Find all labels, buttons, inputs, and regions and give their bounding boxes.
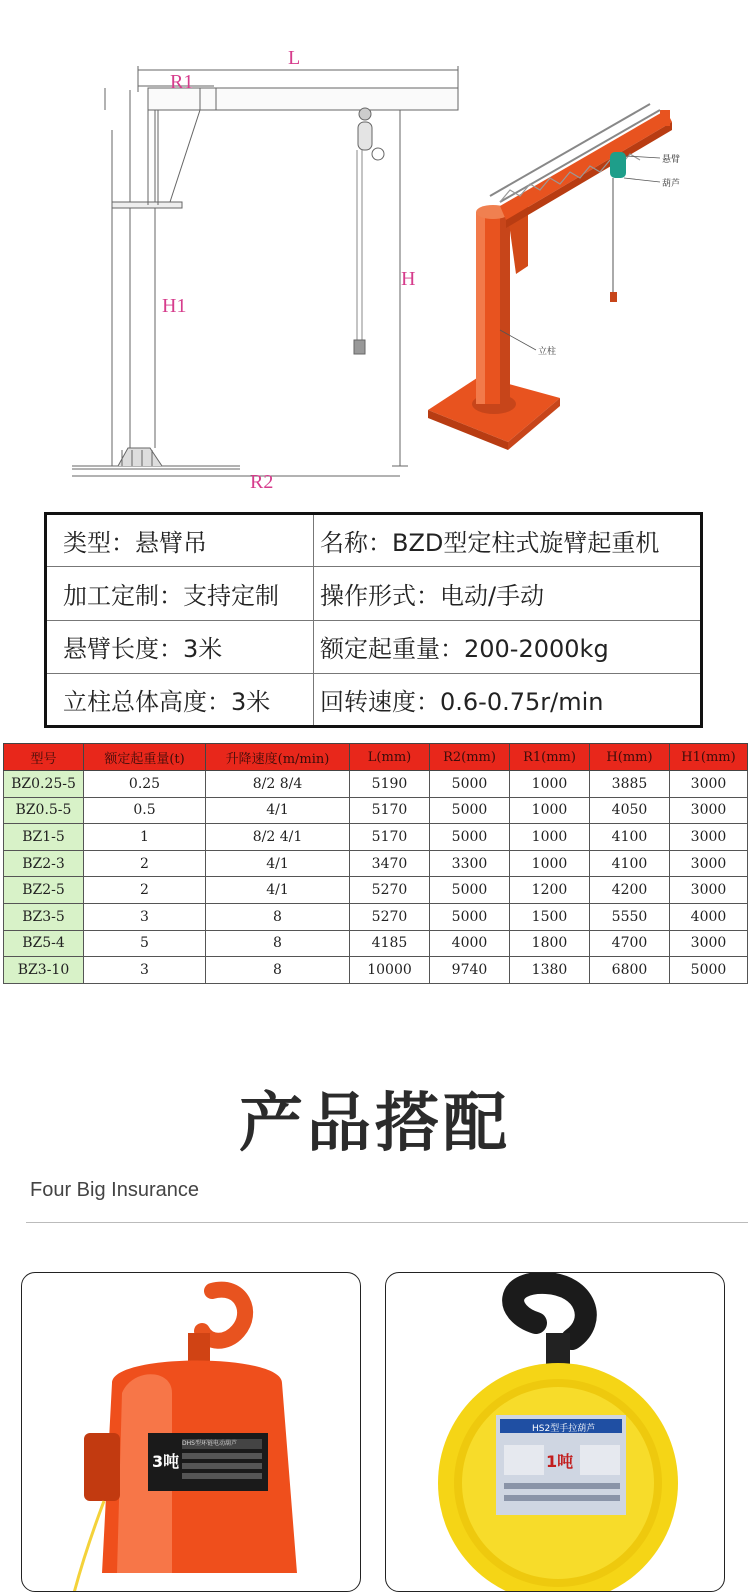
- spec-name: 名称：BZD型定柱式旋臂起重机: [314, 514, 702, 567]
- cell: 3000: [670, 797, 748, 824]
- cell: 5000: [430, 824, 510, 851]
- section-title: 产品搭配: [239, 1087, 511, 1161]
- table-row: [4, 903, 748, 930]
- cell: 3000: [670, 824, 748, 851]
- spec-type: 类型：悬臂吊: [46, 514, 314, 567]
- spec-operation: 操作形式：电动/手动: [314, 567, 702, 620]
- cell: 3000: [670, 877, 748, 904]
- spec-rotation-speed: 回转速度：0.6-0.75r/min: [314, 673, 702, 726]
- dimension-H: H: [401, 268, 416, 290]
- cell: 4700: [590, 930, 670, 957]
- electric-hoist-image: [22, 1273, 361, 1592]
- cell: 1380: [510, 957, 590, 984]
- product-card-electric-hoist[interactable]: [21, 1272, 361, 1592]
- cell: 1200: [510, 877, 590, 904]
- cell: 5170: [350, 797, 430, 824]
- cell: BZ3-5: [4, 903, 84, 930]
- col-H: H(mm): [590, 744, 670, 771]
- dimension-H1: H1: [162, 295, 187, 317]
- cell: 5000: [670, 957, 748, 984]
- product-card-manual-hoist[interactable]: [385, 1272, 725, 1592]
- table-row: [4, 850, 748, 877]
- cell: 5: [84, 930, 206, 957]
- col-lift-speed: 升降速度(m/min): [206, 744, 350, 771]
- cell: 3470: [350, 850, 430, 877]
- cell: BZ2-3: [4, 850, 84, 877]
- cell: 6800: [590, 957, 670, 984]
- cell: 3000: [670, 930, 748, 957]
- cell: 3000: [670, 771, 748, 798]
- cell: 1000: [510, 771, 590, 798]
- cell: 5270: [350, 903, 430, 930]
- spec-row: [46, 514, 702, 567]
- cell: 5000: [430, 771, 510, 798]
- cell: 8/2 4/1: [206, 824, 350, 851]
- dimension-L: L: [288, 47, 301, 69]
- cell: 5270: [350, 877, 430, 904]
- cell: 1000: [510, 797, 590, 824]
- cell: 8: [206, 903, 350, 930]
- cell: 4185: [350, 930, 430, 957]
- col-H1: H1(mm): [670, 744, 748, 771]
- cell: 4000: [430, 930, 510, 957]
- cell: 10000: [350, 957, 430, 984]
- table-row: [4, 957, 748, 984]
- cell: 8/2 8/4: [206, 771, 350, 798]
- model-table: [3, 743, 748, 984]
- col-model: 型号: [4, 744, 84, 771]
- electric-hoist-label-name: DHS型环链电动葫芦: [182, 1440, 237, 1447]
- cell: 3: [84, 903, 206, 930]
- cell: 5000: [430, 877, 510, 904]
- table-row: [4, 824, 748, 851]
- spec-row: [46, 673, 702, 726]
- col-L: L(mm): [350, 744, 430, 771]
- table-row: [4, 877, 748, 904]
- spec-row: [46, 567, 702, 620]
- cell: 2: [84, 850, 206, 877]
- col-rated-load: 额定起重量(t): [84, 744, 206, 771]
- dimension-R2: R2: [250, 471, 274, 493]
- crane-diagram: [0, 30, 750, 510]
- cell: 1000: [510, 824, 590, 851]
- model-table-header: [4, 744, 748, 771]
- cell: 4100: [590, 850, 670, 877]
- callout-arm: 悬臂: [662, 155, 681, 165]
- section-subtitle: Four Big Insurance: [30, 1179, 199, 1201]
- cell: 8: [206, 930, 350, 957]
- spec-arm-length: 悬臂长度：3米: [46, 620, 314, 673]
- cell: 3: [84, 957, 206, 984]
- cell: 4050: [590, 797, 670, 824]
- cell: 1: [84, 824, 206, 851]
- manual-hoist-label-capacity: 1吨: [546, 1452, 574, 1471]
- cell: BZ0.25-5: [4, 771, 84, 798]
- cell: 0.25: [84, 771, 206, 798]
- electric-hoist-label-capacity: 3吨: [152, 1452, 180, 1471]
- cell: BZ3-10: [4, 957, 84, 984]
- cell: 1000: [510, 850, 590, 877]
- cell: 5000: [430, 797, 510, 824]
- section-divider: [26, 1222, 748, 1223]
- callout-hoist: 葫芦: [662, 179, 681, 189]
- spec-column-height: 立柱总体高度：3米: [46, 673, 314, 726]
- cell: 3300: [430, 850, 510, 877]
- spec-rated-load: 额定起重量：200-2000kg: [314, 620, 702, 673]
- spec-customization: 加工定制：支持定制: [46, 567, 314, 620]
- crane-3d-render: [428, 104, 672, 450]
- manual-hoist-label-name: HS2型手拉葫芦: [532, 1424, 596, 1434]
- cell: BZ5-4: [4, 930, 84, 957]
- cell: 4/1: [206, 877, 350, 904]
- cell: 2: [84, 877, 206, 904]
- cell: 1500: [510, 903, 590, 930]
- cell: 4/1: [206, 797, 350, 824]
- cell: 4/1: [206, 850, 350, 877]
- spec-row: [46, 620, 702, 673]
- table-row: [4, 930, 748, 957]
- cell: 1800: [510, 930, 590, 957]
- col-R2: R2(mm): [430, 744, 510, 771]
- cell: BZ0.5-5: [4, 797, 84, 824]
- dimension-R1: R1: [170, 71, 194, 93]
- cell: 5170: [350, 824, 430, 851]
- callout-column: 立柱: [538, 347, 557, 357]
- cell: 5000: [430, 903, 510, 930]
- cell: 0.5: [84, 797, 206, 824]
- table-row: [4, 771, 748, 798]
- cell: 3000: [670, 850, 748, 877]
- table-row: [4, 797, 748, 824]
- cell: 5190: [350, 771, 430, 798]
- cell: 4200: [590, 877, 670, 904]
- cell: 5550: [590, 903, 670, 930]
- cell: 9740: [430, 957, 510, 984]
- spec-table: [44, 512, 703, 728]
- cell: BZ2-5: [4, 877, 84, 904]
- cell: 4000: [670, 903, 748, 930]
- col-R1: R1(mm): [510, 744, 590, 771]
- cell: BZ1-5: [4, 824, 84, 851]
- cell: 3885: [590, 771, 670, 798]
- cell: 4100: [590, 824, 670, 851]
- cell: 8: [206, 957, 350, 984]
